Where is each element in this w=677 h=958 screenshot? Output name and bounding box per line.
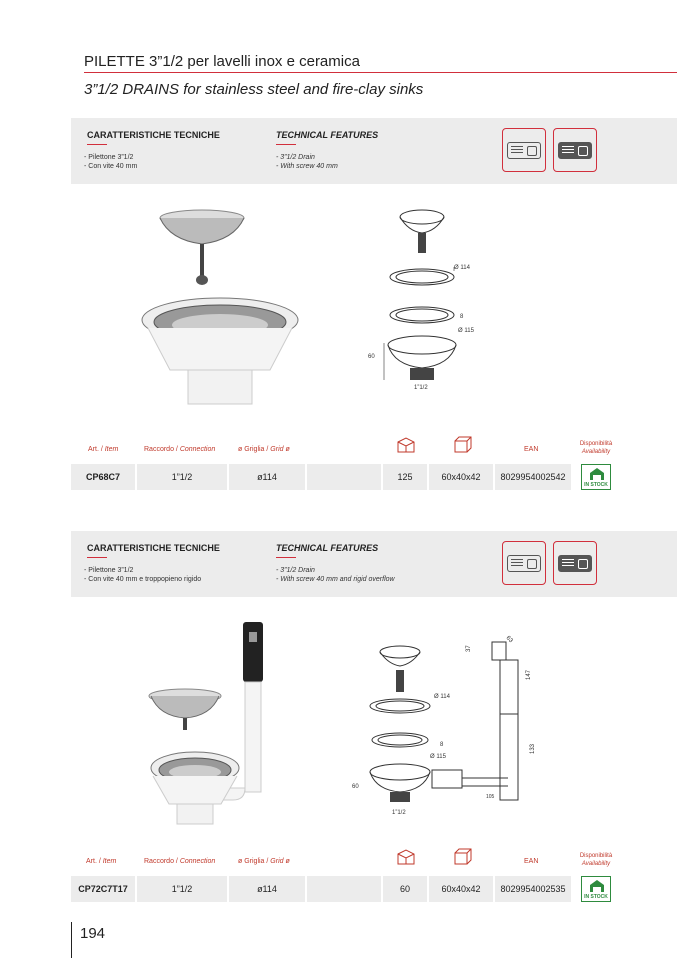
features-underline [276, 557, 296, 558]
dim-h60: 60 [368, 354, 375, 360]
page-title: PILETTE 3”1/2 per lavelli inox e ceramica [84, 53, 360, 70]
warehouse-icon [589, 467, 605, 481]
dim-133: 133 [530, 743, 536, 754]
box-size-icon [452, 436, 472, 454]
col-header-ean: EAN [524, 446, 539, 453]
col-header-availability: Disponibilità Availability [579, 853, 613, 867]
feature-line: - Pilettone 3”1/2 [84, 567, 134, 574]
col-header-connection: Raccordo / Connection [144, 858, 216, 865]
ean-value: 8029954002535 [495, 876, 571, 902]
stainless-sink-icon [502, 541, 546, 585]
product-photo-1 [130, 200, 310, 415]
feature-line: - Pilettone 3”1/2 [84, 154, 134, 161]
box-size-value: 60x40x42 [429, 876, 493, 902]
features-title-it: CARATTERISTICHE TECNICHE [87, 543, 220, 553]
dim-8: 8 [460, 314, 464, 320]
page-subtitle: 3”1/2 DRAINS for stainless steel and fire-clay sinks [84, 81, 424, 98]
box-quantity-icon [396, 848, 416, 866]
dim-thread: 1”1/2 [392, 810, 406, 816]
dim-63: 63 [504, 635, 514, 645]
quantity-value: 60 [383, 876, 427, 902]
ean-value: 8029954002542 [495, 464, 571, 490]
features-underline [87, 144, 107, 145]
technical-drawing-1 [360, 205, 490, 395]
quantity-value: 125 [383, 464, 427, 490]
dim-d115: Ø 115 [458, 328, 474, 334]
stainless-sink-icon [502, 128, 546, 172]
dim-h60: 60 [352, 784, 359, 790]
in-stock-badge: IN STOCK [581, 876, 611, 902]
grid-value: ø114 [229, 464, 305, 490]
feature-line: - Con vite 40 mm e troppopieno rigido [84, 576, 202, 583]
ceramic-sink-icon [553, 128, 597, 172]
col-header-ean: EAN [524, 858, 539, 865]
item-code: CP72C7T17 [71, 876, 135, 902]
dim-147: 147 [526, 669, 532, 680]
col-header-grid: ø Griglia / Grid ø [238, 858, 290, 865]
box-size-value: 60x40x42 [429, 464, 493, 490]
feature-line: - With screw 40 mm and rigid overflow [276, 576, 395, 583]
col-header-connection: Raccordo / Connection [144, 446, 216, 453]
connection-value: 1”1/2 [137, 876, 227, 902]
feature-line: - Con vite 40 mm [84, 163, 138, 170]
feature-line: - 3”1/2 Drain [276, 154, 315, 161]
grid-value: ø114 [229, 876, 305, 902]
page-number: 194 [80, 925, 106, 942]
features-title-en: TECHNICAL FEATURES [276, 543, 379, 553]
technical-drawing-2 [350, 630, 550, 820]
col-header-item: Art. / Item [86, 858, 117, 865]
col-header-item: Art. / Item [88, 446, 119, 453]
col-header-grid: ø Griglia / Grid ø [238, 446, 290, 453]
features-underline [276, 144, 296, 145]
box-quantity-icon [396, 436, 416, 454]
ceramic-sink-icon [553, 541, 597, 585]
features-underline [87, 557, 107, 558]
warehouse-icon [589, 879, 605, 893]
features-band-2 [71, 531, 677, 597]
empty-cell [307, 464, 381, 490]
empty-cell [307, 876, 381, 902]
dim-d114: Ø 114 [454, 265, 470, 271]
in-stock-badge: IN STOCK [581, 464, 611, 490]
dim-105: 105 [486, 794, 495, 800]
dim-d115: Ø 115 [430, 754, 446, 760]
features-band-1 [71, 118, 677, 184]
features-title-it: CARATTERISTICHE TECNICHE [87, 130, 220, 140]
item-code: CP68C7 [71, 464, 135, 490]
dim-thread: 1”1/2 [414, 385, 428, 391]
feature-line: - With screw 40 mm [276, 163, 338, 170]
dim-d114: Ø 114 [434, 694, 450, 700]
feature-line: - 3”1/2 Drain [276, 567, 315, 574]
product-photo-2 [145, 618, 280, 828]
dim-37: 37 [466, 645, 472, 652]
dim-8: 8 [440, 742, 444, 748]
title-rule [84, 72, 677, 73]
page-number-bar [71, 922, 72, 958]
box-size-icon [452, 848, 472, 866]
col-header-availability: Disponibilità Availability [579, 441, 613, 455]
features-title-en: TECHNICAL FEATURES [276, 130, 379, 140]
connection-value: 1”1/2 [137, 464, 227, 490]
